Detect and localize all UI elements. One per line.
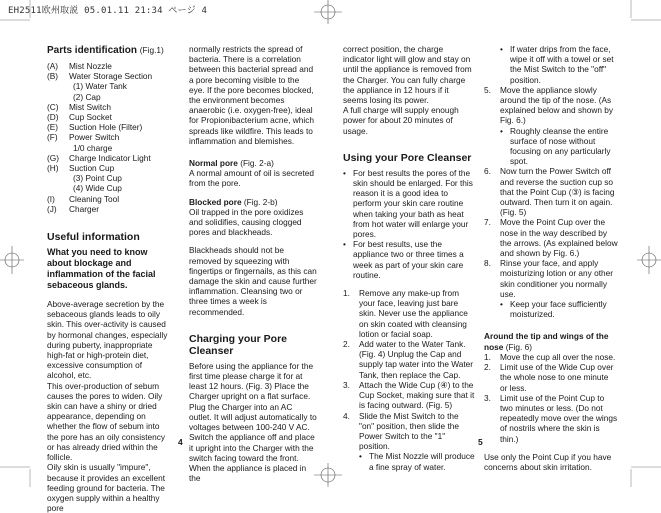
part-text: Cup Socket (69, 112, 112, 123)
useful-paragraph-3: Oily skin is usually "impure", because it provides an excellent feeding ground for bacteria. The oxygen supply within a healthy pore (47, 462, 166, 513)
step-text: Rinse your face, and apply moisturizing lotion or any other skin conditioner you normally use. (500, 258, 613, 299)
part-text: 1/0 charge (73, 142, 113, 153)
part-text: Cleaning Tool (69, 193, 120, 204)
step-text: Attach the Wide Cup (④) to the Cup Socket, making sure that it is facing outward. (Fig. 5) (359, 379, 475, 411)
part-label: (I) (47, 193, 55, 204)
bullet-dot: • (359, 451, 362, 462)
bullet-dot: • (343, 167, 346, 178)
parts-list (47, 61, 171, 214)
blocked-pore-fig: (Fig. 2-b) (243, 196, 278, 207)
part-text: Mist Switch (69, 101, 111, 112)
bullet-text: For best results, use the appliance two or three times a week as part of your skin care routine. (353, 239, 464, 280)
normal-pore-heading (189, 158, 317, 168)
part-label: (A) (47, 61, 59, 71)
step-item (343, 411, 475, 452)
step-text: Move the appliance slowly around the tip of the nose. (As explained below and shown by Fig. 6.) (500, 84, 614, 126)
part-text: Mist Nozzle (69, 61, 112, 71)
column-3 (343, 44, 475, 472)
step-4-bullet (343, 451, 475, 471)
part-text: Charger (69, 203, 99, 214)
useful-title: Useful information (47, 231, 140, 244)
using-bullet (343, 239, 475, 280)
bullet-text: Roughly cleanse the entire surface of nose without focusing on any particularly spot. (510, 125, 611, 167)
around-title: Around the tip and wings of the nose (484, 331, 609, 352)
step-text: Slide the Mist Switch to the "on" position, then slide the Power Switch to the "1" position. (359, 410, 459, 452)
bullet-text: The Mist Nozzle will produce a fine spray of water. (369, 451, 475, 472)
parts-fig-ref: (Fig.1) (139, 45, 164, 55)
step-number: 5. (484, 84, 491, 95)
bullet-text: For best results the pores of the skin should be enlarged. For this reason it is a good idea to perform your skin care routine when taking your bath as heat from hot water will enlarge your pores. (353, 167, 473, 240)
part-label: (H) (47, 163, 59, 174)
bullet-text: If water drips from the face, wipe it off with a towel or set the Mist Switch to the "off" position. (510, 44, 614, 85)
step-text: Limit use of the Wide Cup over the whole nose to one minute or less. (500, 362, 614, 393)
step-text: Remove any make-up from your face, leaving just bare skin. Never use the appliance on skin coated with cleansing lotion or facial soap. (359, 288, 468, 339)
step-5-bullet (484, 126, 618, 167)
step-text: Limit use of the Point Cup to two minutes or less. (Do not repeatedly move over the wings of nostrils where the skin is thin.) (500, 392, 618, 444)
part-label: (B) (47, 71, 59, 82)
normal-pore-text: A normal amount of oil is secreted from the pore. (189, 168, 314, 189)
charging-title: Charging your Pore Cleanser (189, 332, 288, 357)
bullet-text: Keep your face sufficiently moisturized. (510, 299, 607, 320)
around-step (484, 352, 618, 362)
normal-pore-fig: (Fig. 2-a) (240, 158, 274, 169)
step-number: 3. (484, 392, 491, 403)
part-label (47, 81, 69, 91)
parts-title-text: Parts identification (47, 45, 138, 56)
blocked-pore-title: Blocked pore (189, 196, 242, 207)
part-label: (J) (47, 203, 57, 214)
column-2 (189, 44, 317, 483)
step-text: Now turn the Power Switch off and reverse the suction cup so that the Point Cup (③) is facing outward. Then turn it on again. (Fig. 5) (500, 166, 615, 218)
step-item (484, 85, 618, 126)
part-label (47, 183, 69, 193)
part-text: (1) Water Tank (73, 81, 127, 92)
part-label: (G) (47, 152, 59, 163)
full-charge-paragraph: A full charge will supply enough power for about 20 minutes of usage. (343, 105, 459, 136)
part-label: (D) (47, 112, 59, 123)
step-item (484, 258, 618, 299)
page-number-right: 5 (478, 437, 483, 447)
bullet-dot: • (343, 239, 346, 250)
step-text: Add water to the Water Tank. (Fig. 4) Unplug the Cap and supply tap water into the Water Tank, then replace the Cap. (359, 339, 474, 380)
bullet-dot: • (500, 44, 503, 54)
blocked-pore-heading (189, 197, 317, 207)
step-item (484, 217, 618, 258)
part-text: Suction Hole (Filter) (69, 122, 143, 133)
step-number: 4. (343, 410, 350, 421)
step-number: 6. (484, 166, 491, 177)
step-number: 8. (484, 258, 491, 269)
charge-light-paragraph: correct position, the charge indicator light will glow and stay on until the appliance is removed from the Charger. You can fully charge the appliance in 12 hours if it seems losing its power. (343, 44, 472, 106)
closing-paragraph: Use only the Point Cup if you have concerns about skin irritation. (484, 451, 612, 472)
around-step (484, 362, 618, 393)
useful-paragraph-2: This over-production of sebum causes the pores to widen. Oily skin can have a shiny or dried appearance, depending on whether the flow of sebum into the pore has an oily consistency or has already dried within the follicle. (47, 380, 166, 463)
part-text: (4) Wide Cup (73, 183, 122, 194)
part-label (47, 173, 69, 183)
part-label (47, 92, 69, 102)
step-text: Move the Point Cup over the nose in the way described by the arrows. (As explained below and shown by Fig. 6.) (500, 217, 618, 259)
part-label: (F) (47, 132, 58, 143)
part-label: (E) (47, 122, 59, 133)
step-number: 2. (484, 362, 491, 373)
step-item (343, 339, 475, 380)
useful-subtitle: What you need to know about blockage and inflammation of the facial sebaceous glands. (47, 247, 156, 291)
bullet-dot: • (500, 299, 503, 310)
step-number: 2. (343, 339, 350, 350)
step-item (484, 166, 618, 217)
around-heading (484, 331, 618, 351)
blackheads-paragraph: Blackheads should not be removed by squeezing with fingertips or fingernails, as this can damage the skin and cause further inflammation. Cleansing two or three times a week is recommended. (189, 245, 317, 317)
part-label (47, 143, 69, 153)
step-number: 7. (484, 217, 491, 228)
part-text: Power Switch (69, 132, 120, 143)
step-8-bullet (484, 299, 618, 319)
bullet-dot: • (500, 125, 503, 136)
around-fig: (Fig. 6) (505, 341, 532, 352)
part-label: (C) (47, 101, 59, 112)
part-text: Suction Cup (69, 163, 115, 174)
bacteria-paragraph: normally restricts the spread of bacteria. There is a correlation between this bacterial spread and a pore becoming visible to the eye. If the pore becomes blocked, the environment becomes anaerobic (i.e. oxygen-free), ideal for Propionibacterium acne, which spreads like wildfire. This leads to inflammation and blemishes. (189, 44, 314, 146)
part-text: (2) Cap (73, 91, 101, 102)
using-bullet (343, 168, 475, 239)
step-item (343, 288, 475, 339)
around-step (484, 393, 618, 444)
parts-title (47, 44, 171, 57)
normal-pore-title: Normal pore (189, 158, 238, 169)
blocked-pore-text: Oil trapped in the pore oxidizes and solidifies, causing clogged pores and blackheads. (189, 206, 304, 238)
step-number: 1. (343, 288, 350, 299)
part-text: Water Storage Section (69, 71, 153, 82)
drip-bullet (484, 44, 618, 85)
step-number: 3. (343, 379, 350, 390)
column-4 (484, 44, 618, 472)
charging-paragraph: Before using the appliance for the first time please charge it for at least 12 hours. (Fig. 3) Place the Charger upright on a flat surface. Plug the Charger into an AC outlet. It will adjust automatically to voltages between 100-240 V AC. Switch the appliance off and place it upright into the Charger with the switch facing toward the front. When the appliance is placed in the (189, 360, 317, 484)
step-number: 1. (484, 351, 491, 362)
part-text: (3) Point Cup (73, 173, 122, 184)
useful-paragraph-1: Above-average secretion by the sebaceous glands leads to oily skin. This over-activity is caused by hormonal changes, especially during puberty, inappropriate high-fat or high-protein diet, excessive consumption of alcohol, etc. (47, 299, 168, 381)
page-number-left: 4 (178, 437, 183, 447)
column-1 (47, 44, 171, 513)
using-title: Using your Pore Cleanser (343, 151, 472, 164)
part-text: Charge Indicator Light (69, 152, 151, 163)
print-header: EH2511欧州取説 05.01.11 21:34 ページ 4 (8, 6, 208, 16)
step-text: Move the cup all over the nose. (500, 351, 616, 362)
step-item (343, 380, 475, 411)
